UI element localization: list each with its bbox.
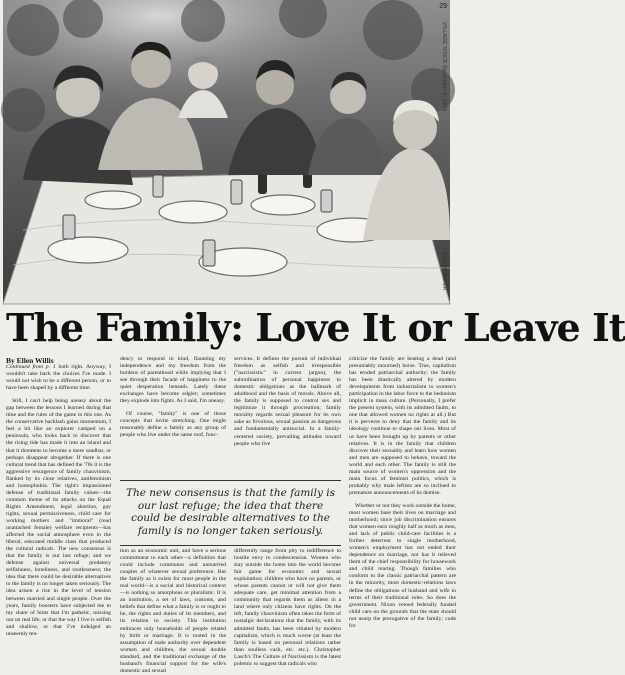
- paragraph: tion as an economic unit, and have a serious commitment to each other—a definition that could include communes and unmarried couples of whatever sexual preference. But the family as it exists for most people in the real world—is a social and historical context—is nothing so amorphous or pluralistic. It is an institution, a set of laws, customs, and beliefs that define what a family is or ought to be, the rights and duties of its members, and its relation to society. This institution embraces only households of people related by birth or marriage. It is rooted in the assumption of male authority over dependent women and children, the sexual double standard, and the traditional exchange of the husband's financial support for the wife's domestic and sexual: [120, 548, 226, 674]
- paragraph: differently range from pity to indifference to hostile envy to condescension. Women who stay outside the home into the world become fair game for economic and sexual exploitation; children who have no parents, or whose parents cannot or will not give them adequate care, get minimal attention from a community that regards them as aliens in a land where only citizens have rights. On the left, family chauvinism often takes the form of nostalgic declarations that the family, with its admitted faults, has been vitiated by modern capitalism, which is much worse (at least the family is based on personal relations rather than soulless cash, etc. etc.). Christopher Lasch's The Culture of Narcissism is the latest polemic to suggest that radicals who: [234, 548, 341, 667]
- pull-quote-text: The new consensus is that the family is our last refuge; the idea that there could be desirable alternatives to the family is no longer taken seriously.: [125, 487, 336, 537]
- article-column-2: [120, 356, 226, 476]
- publication-header: VILLAGE VOICE December 3, 1979: [441, 22, 447, 112]
- paragraph: criticize the family are beating a dead (and presumably mourned) horse. True, capitalism has eroded patriarchal authority; the family has been drastically altered by modern developments from industrialism to women's participation in the labor force to the hedonism implicit in mass culture. (Personally, I prefer the present system, with its admitted faults, to one that allowed women no rights at all.) But it is perverse to deny that the family and its ideology continue to shape our lives. Most of us have been brought up by parents or other relatives. It is in the family that children discover their sexuality and learn how women and men are supposed to behave, toward the world and each other. The family is still the main source of women's oppression and the main focus of feminist politics, which is probably why male leftists are so inclined to premature announcements of its demise.: [349, 356, 456, 496]
- article-column-2-continued: [120, 548, 226, 674]
- byline: By Ellen Willis: [6, 356, 54, 365]
- article-column-4: [349, 356, 456, 630]
- article-column-3-continued: [234, 548, 341, 667]
- photo-credit: EVELYN HOFER: [441, 252, 447, 291]
- page-number: 29: [439, 3, 447, 10]
- family-dinner-photo: [3, 0, 450, 304]
- paragraph: both right. Anyway, I wouldn't take back the choices I've made. I would not wish to be a different person, or to have been shaped by a different time.: [6, 364, 111, 392]
- family-photo-illustration: [3, 0, 450, 304]
- paragraph: services. It defines the pursuit of individual freedom as selfish and irresponsible ("narcissistic" in current jargon), the subordination of personal happiness to domestic obligations as the hallmark of adulthood and the basis of morals. Above all, the family is supposed to control sex and legitimize it through procreation; family morality regards sexual pleasure for its own sake as frivolous, sexual passion as dangerous and fundamentally antisocial. In a family-centered society, prevailing attitudes toward people who live: [234, 356, 341, 447]
- paragraph: Of course, "family" is one of those concepts that invite stretching. One might reasonably define a family as any group of people who live under the same roof, func-: [120, 411, 226, 439]
- paragraph: Whether or not they work outside the home, most women base their lives on marriage and motherhood; since job discrimination ensures that women earn roughly half as much as men, and lack of public child-care facilities is a further deterrent to single motherhood, women's employment has not ended their dependence on marriage, nor has it relieved them of the chief responsibility for housework and child rearing. Though families who conform to the classic patriarchal pattern are in the minority, most domestic-relations laws define the obligations of husband and wife in terms of their traditional roles. So does the government. Nixon vetoed federally funded child care on the grounds that the state should not usurp the prerogative of the family; code for: [349, 502, 456, 629]
- pull-quote: [120, 480, 341, 546]
- paragraph: Still, I can't help being uneasy about the gap between the lessons I learned during that time and the rules of the game in this one. As the conservative backlash gains momentum, I feel a bit like an explorer camped on a peninsula, who looks back to discover that the rising tide has made it into an island and that it threatens to become a mere sandbar, or perhaps disappear altogether. If there is one cultural trend that has defined the '70s it is the aggressive resurgence of family chauvinism, flanked by its close relatives, antifeminism and homophobia. The right's impassioned defense of traditional family values—the common theme of its attacks on the Equal Rights Amendment, legal abortion, gay rights, sexual permissiveness, child care for working mothers and "immoral" (read unattached female) welfare recipients—has affected the social atmosphere even in the liberal, educated middle class that produced the cultural radicals. The new consensus is that the family is our last refuge; and we defense against universal predatory selfishness, loneliness, and rootlessness; the idea that there could be desirable alternatives to the family is no longer taken seriously. The idea arisen a rise in the level of tension between married and single people. Over the years, family boosters have subjected me to my share of hints that I'm pathetic, missing out on real life, or that the way I live is selfish and shallow, or that I've indulged an unseemly ten-: [6, 398, 111, 637]
- article-headline: The Family: Love It or Leave It: [6, 305, 625, 350]
- paragraph: dency to respond in kind, flaunting my independence and my freedom from the burdens of parenthood while implying that I see through their facade of happiness to the quiet desperation beneath. Lately these exchanges have become edgier; sometimes they explode into fights. As I said, I'm uneasy.: [120, 356, 226, 405]
- continued-note: Continued from p. 1: [6, 364, 56, 370]
- article-column-1: [6, 364, 111, 638]
- article-column-3: [234, 356, 341, 476]
